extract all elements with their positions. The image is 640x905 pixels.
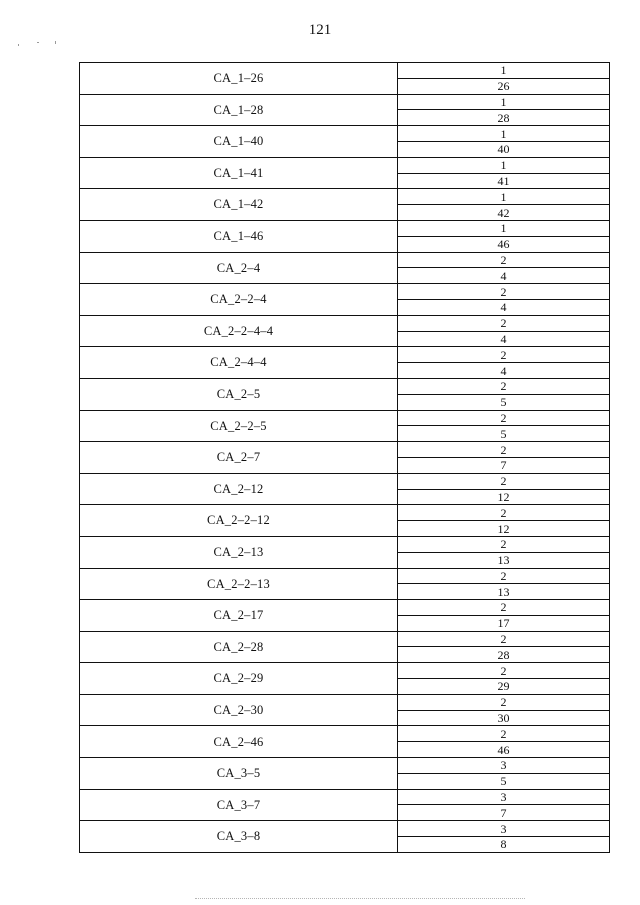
table-row	[80, 600, 610, 632]
fraction-denominator: 13	[497, 584, 510, 599]
table-row	[80, 157, 610, 189]
fraction-denominator: 26	[497, 79, 510, 94]
fraction-numerator: 2	[500, 537, 507, 552]
fraction-numerator: 2	[500, 474, 507, 489]
fraction-numerator: 1	[500, 189, 507, 204]
fraction-denominator: 17	[497, 616, 510, 631]
combination-code-cell: CA_2–12	[80, 473, 398, 505]
fraction-denominator: 4	[500, 300, 507, 315]
fraction	[398, 347, 609, 378]
fraction-cell	[398, 536, 610, 568]
fraction-cell	[398, 220, 610, 252]
fraction-denominator: 46	[497, 742, 510, 757]
fraction-denominator: 4	[500, 268, 507, 283]
fraction-numerator: 2	[500, 442, 507, 457]
fraction-denominator: 46	[497, 237, 510, 252]
fraction-denominator: 13	[497, 553, 510, 568]
fraction-denominator: 28	[497, 647, 510, 662]
fraction-numerator: 2	[500, 347, 507, 362]
fraction-cell	[398, 189, 610, 221]
fraction-numerator: 2	[500, 600, 507, 615]
combination-code-cell: CA_1–40	[80, 126, 398, 158]
table-row	[80, 315, 610, 347]
fraction-denominator: 12	[497, 521, 510, 536]
combination-code-cell: CA_2–2–4–4	[80, 315, 398, 347]
combination-code-cell: CA_2–28	[80, 631, 398, 663]
fraction-denominator: 30	[497, 711, 510, 726]
combination-code-cell: CA_2–2–12	[80, 505, 398, 537]
fraction-numerator: 1	[500, 158, 507, 173]
combination-code-cell: CA_1–41	[80, 157, 398, 189]
fraction-cell	[398, 94, 610, 126]
fraction	[398, 221, 609, 252]
fraction-numerator: 2	[500, 505, 507, 520]
fraction	[398, 189, 609, 220]
table-row	[80, 473, 610, 505]
fraction-numerator: 1	[500, 63, 507, 78]
fraction-denominator: 12	[497, 489, 510, 504]
fraction-denominator: 40	[497, 142, 510, 157]
fraction-numerator: 1	[500, 221, 507, 236]
fraction	[398, 821, 609, 852]
fraction-numerator: 2	[500, 663, 507, 678]
combination-code-cell: CA_2–5	[80, 378, 398, 410]
fraction-cell	[398, 758, 610, 790]
fraction-numerator: 2	[500, 568, 507, 583]
bottom-rule	[195, 898, 525, 899]
fraction-cell	[398, 473, 610, 505]
scan-margin-mark	[18, 44, 19, 46]
combination-code-cell: CA_2–2–4	[80, 284, 398, 316]
table-row	[80, 220, 610, 252]
fraction-cell	[398, 568, 610, 600]
fraction-cell	[398, 789, 610, 821]
combination-code-cell: CA_1–26	[80, 63, 398, 95]
fraction-denominator: 42	[497, 205, 510, 220]
fraction	[398, 63, 609, 94]
combination-code-cell: CA_2–2–13	[80, 568, 398, 600]
fraction	[398, 442, 609, 473]
fraction-numerator: 1	[500, 94, 507, 109]
table-row	[80, 789, 610, 821]
table-row	[80, 284, 610, 316]
fraction-cell	[398, 347, 610, 379]
fraction-denominator: 8	[500, 837, 507, 852]
band-combination-table	[79, 62, 610, 853]
fraction	[398, 600, 609, 631]
table-row	[80, 189, 610, 221]
fraction-denominator: 5	[500, 774, 507, 789]
fraction-numerator: 3	[500, 790, 507, 805]
fraction-denominator: 7	[500, 805, 507, 820]
fraction-cell	[398, 663, 610, 695]
fraction-cell	[398, 284, 610, 316]
fraction-cell	[398, 378, 610, 410]
table-row	[80, 694, 610, 726]
fraction	[398, 537, 609, 568]
fraction-numerator: 2	[500, 379, 507, 394]
fraction-numerator: 3	[500, 758, 507, 773]
fraction	[398, 95, 609, 126]
combination-code-cell: CA_1–42	[80, 189, 398, 221]
fraction-cell	[398, 252, 610, 284]
fraction-cell	[398, 631, 610, 663]
combination-code-cell: CA_2–2–5	[80, 410, 398, 442]
page-number: 121	[308, 22, 332, 38]
combination-code-cell: CA_2–4–4	[80, 347, 398, 379]
fraction-denominator: 5	[500, 395, 507, 410]
combination-code-cell: CA_3–8	[80, 821, 398, 853]
combination-code-cell: CA_3–7	[80, 789, 398, 821]
fraction-cell	[398, 442, 610, 474]
fraction	[398, 790, 609, 821]
fraction-numerator: 2	[500, 316, 507, 331]
fraction	[398, 126, 609, 157]
fraction	[398, 411, 609, 442]
fraction-numerator: 2	[500, 726, 507, 741]
table-row	[80, 442, 610, 474]
fraction	[398, 284, 609, 315]
fraction-denominator: 29	[497, 679, 510, 694]
combination-code-cell: CA_3–5	[80, 758, 398, 790]
combination-code-cell: CA_1–28	[80, 94, 398, 126]
combination-code-cell: CA_2–13	[80, 536, 398, 568]
fraction-numerator: 2	[500, 695, 507, 710]
combination-code-cell: CA_2–29	[80, 663, 398, 695]
fraction	[398, 758, 609, 789]
fraction-cell	[398, 126, 610, 158]
table-row	[80, 410, 610, 442]
fraction-denominator: 41	[497, 173, 510, 188]
fraction	[398, 253, 609, 284]
fraction-denominator: 5	[500, 426, 507, 441]
fraction-cell	[398, 600, 610, 632]
fraction	[398, 695, 609, 726]
scan-margin-mark	[55, 41, 56, 44]
fraction	[398, 158, 609, 189]
fraction-cell	[398, 694, 610, 726]
fraction	[398, 505, 609, 536]
table-row	[80, 758, 610, 790]
table-row	[80, 631, 610, 663]
fraction-numerator: 3	[500, 821, 507, 836]
fraction	[398, 379, 609, 410]
fraction-cell	[398, 63, 610, 95]
combination-code-cell: CA_2–7	[80, 442, 398, 474]
table-row	[80, 347, 610, 379]
combination-code-cell: CA_2–17	[80, 600, 398, 632]
table-row	[80, 252, 610, 284]
fraction-numerator: 2	[500, 410, 507, 425]
combination-code-cell: CA_2–4	[80, 252, 398, 284]
fraction-numerator: 2	[500, 632, 507, 647]
table-row	[80, 821, 610, 853]
combination-code-cell: CA_2–46	[80, 726, 398, 758]
combination-code-cell: CA_2–30	[80, 694, 398, 726]
fraction-cell	[398, 821, 610, 853]
fraction	[398, 474, 609, 505]
fraction-cell	[398, 315, 610, 347]
table-row	[80, 378, 610, 410]
table-row	[80, 505, 610, 537]
fraction-denominator: 4	[500, 331, 507, 346]
fraction-cell	[398, 726, 610, 758]
fraction-numerator: 2	[500, 284, 507, 299]
fraction	[398, 632, 609, 663]
table-row	[80, 726, 610, 758]
fraction-denominator: 28	[497, 110, 510, 125]
fraction	[398, 726, 609, 757]
table-row	[80, 568, 610, 600]
combination-code-cell: CA_1–46	[80, 220, 398, 252]
fraction	[398, 316, 609, 347]
fraction-denominator: 7	[500, 458, 507, 473]
fraction-cell	[398, 157, 610, 189]
fraction-cell	[398, 410, 610, 442]
fraction	[398, 663, 609, 694]
fraction-denominator: 4	[500, 363, 507, 378]
table-row	[80, 126, 610, 158]
fraction-numerator: 1	[500, 126, 507, 141]
table-row	[80, 536, 610, 568]
table-row	[80, 663, 610, 695]
fraction-numerator: 2	[500, 252, 507, 267]
table-body	[80, 63, 610, 853]
scan-margin-mark	[37, 42, 39, 43]
fraction	[398, 569, 609, 600]
table-row	[80, 94, 610, 126]
fraction-cell	[398, 505, 610, 537]
table-row	[80, 63, 610, 95]
